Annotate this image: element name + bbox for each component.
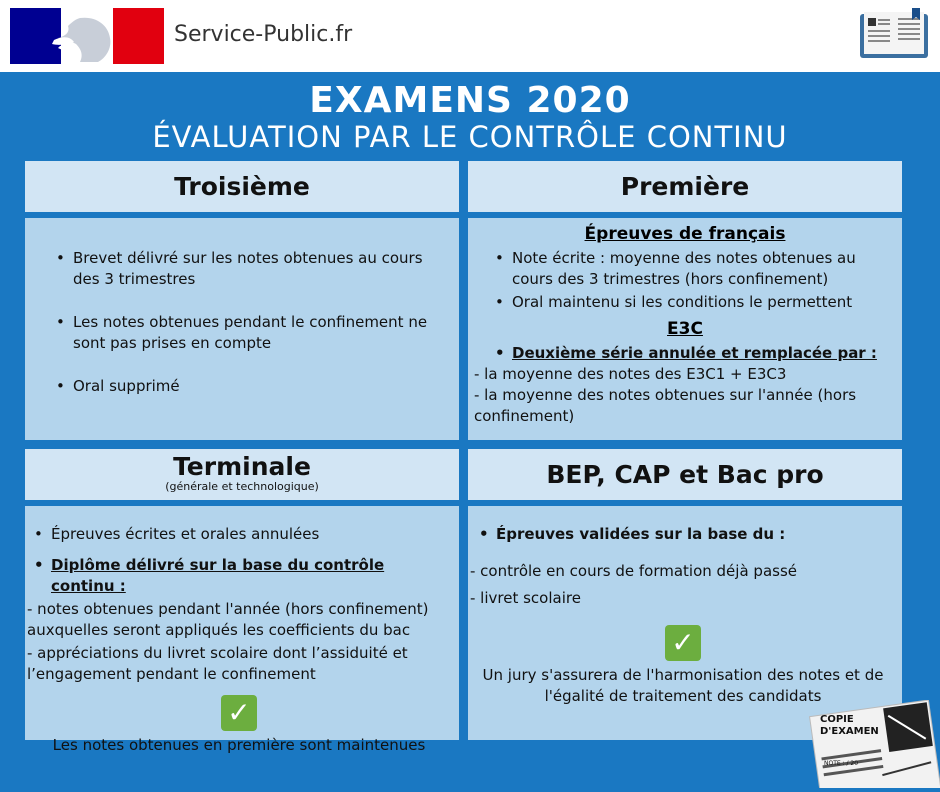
e3c-bullet: • Deuxième série annulée et remplacée par :	[488, 343, 896, 364]
terminale-content	[25, 506, 459, 754]
terminale-footer: Les notes obtenues en première sont maintenues	[52, 736, 426, 754]
terminale-line: - notes obtenues pendant l'année (hors confinement) auxquelles seront appliqués les coefficients du bac	[27, 600, 429, 639]
copie-label-line2: D'EXAMEN	[820, 726, 879, 737]
premiere-heading: Première	[620, 172, 750, 201]
marianne-icon	[40, 14, 130, 62]
copie-note: NOTE : / 20	[824, 760, 859, 767]
list-item: • Brevet délivré sur les notes obtenues au cours des 3 trimestres	[49, 248, 451, 290]
copie-examen-illustration	[808, 700, 940, 788]
premiere-heading-box	[468, 161, 902, 212]
bep-footer: Un jury s'assurera de l'harmonisation des notes et de l'égalité de traitement des candidats	[482, 666, 884, 705]
bep-line: - livret scolaire	[470, 589, 581, 607]
page-subtitle: ÉVALUATION PAR LE CONTRÔLE CONTINU	[152, 120, 788, 154]
francais-section-title: Épreuves de français	[584, 224, 786, 244]
list-item: • Oral maintenu si les conditions le permettent	[488, 292, 896, 313]
e3c-line: - la moyenne des notes des E3C1 + E3C3	[474, 365, 787, 383]
site-name[interactable]: Service-Public.fr	[174, 22, 353, 47]
bep-heading: BEP, CAP et Bac pro	[546, 460, 824, 489]
troisieme-heading-box	[25, 161, 459, 212]
page-title: EXAMENS 2020	[309, 80, 631, 121]
republique-francaise-logo[interactable]	[10, 8, 164, 64]
terminale-heading: Terminale	[173, 452, 311, 481]
copie-label-line1: COPIE	[820, 714, 854, 725]
header-bar	[0, 0, 940, 72]
list-item: • Les notes obtenues pendant le confinement ne sont pas prises en compte	[49, 312, 451, 354]
bep-heading-box	[468, 449, 902, 500]
terminale-line: - appréciations du livret scolaire dont l’assiduité et l’engagement pendant le confinement	[27, 644, 408, 683]
bep-bullet: • Épreuves validées sur la base du :	[472, 524, 896, 545]
terminale-subheading: (générale et technologique)	[165, 480, 319, 493]
troisieme-content	[25, 218, 459, 440]
premiere-content	[468, 218, 902, 440]
troisieme-heading: Troisième	[174, 172, 310, 201]
e3c-line: - la moyenne des notes obtenues sur l'année (hors confinement)	[474, 386, 857, 425]
checkmark-icon: ✓	[221, 695, 257, 731]
list-item: • Oral supprimé	[49, 376, 451, 397]
terminale-heading-box	[25, 449, 459, 500]
bep-line: - contrôle en cours de formation déjà passé	[470, 562, 797, 580]
list-item: • Note écrite : moyenne des notes obtenues au cours des 3 trimestres (hors confinement)	[488, 248, 896, 290]
list-item: • Diplôme délivré sur la base du contrôle continu :	[27, 555, 451, 597]
open-book-icon	[858, 8, 930, 60]
e3c-section-title: E3C	[667, 319, 703, 339]
copie-label	[820, 714, 879, 738]
checkmark-icon: ✓	[665, 625, 701, 661]
list-item: • Épreuves écrites et orales annulées	[27, 524, 451, 545]
